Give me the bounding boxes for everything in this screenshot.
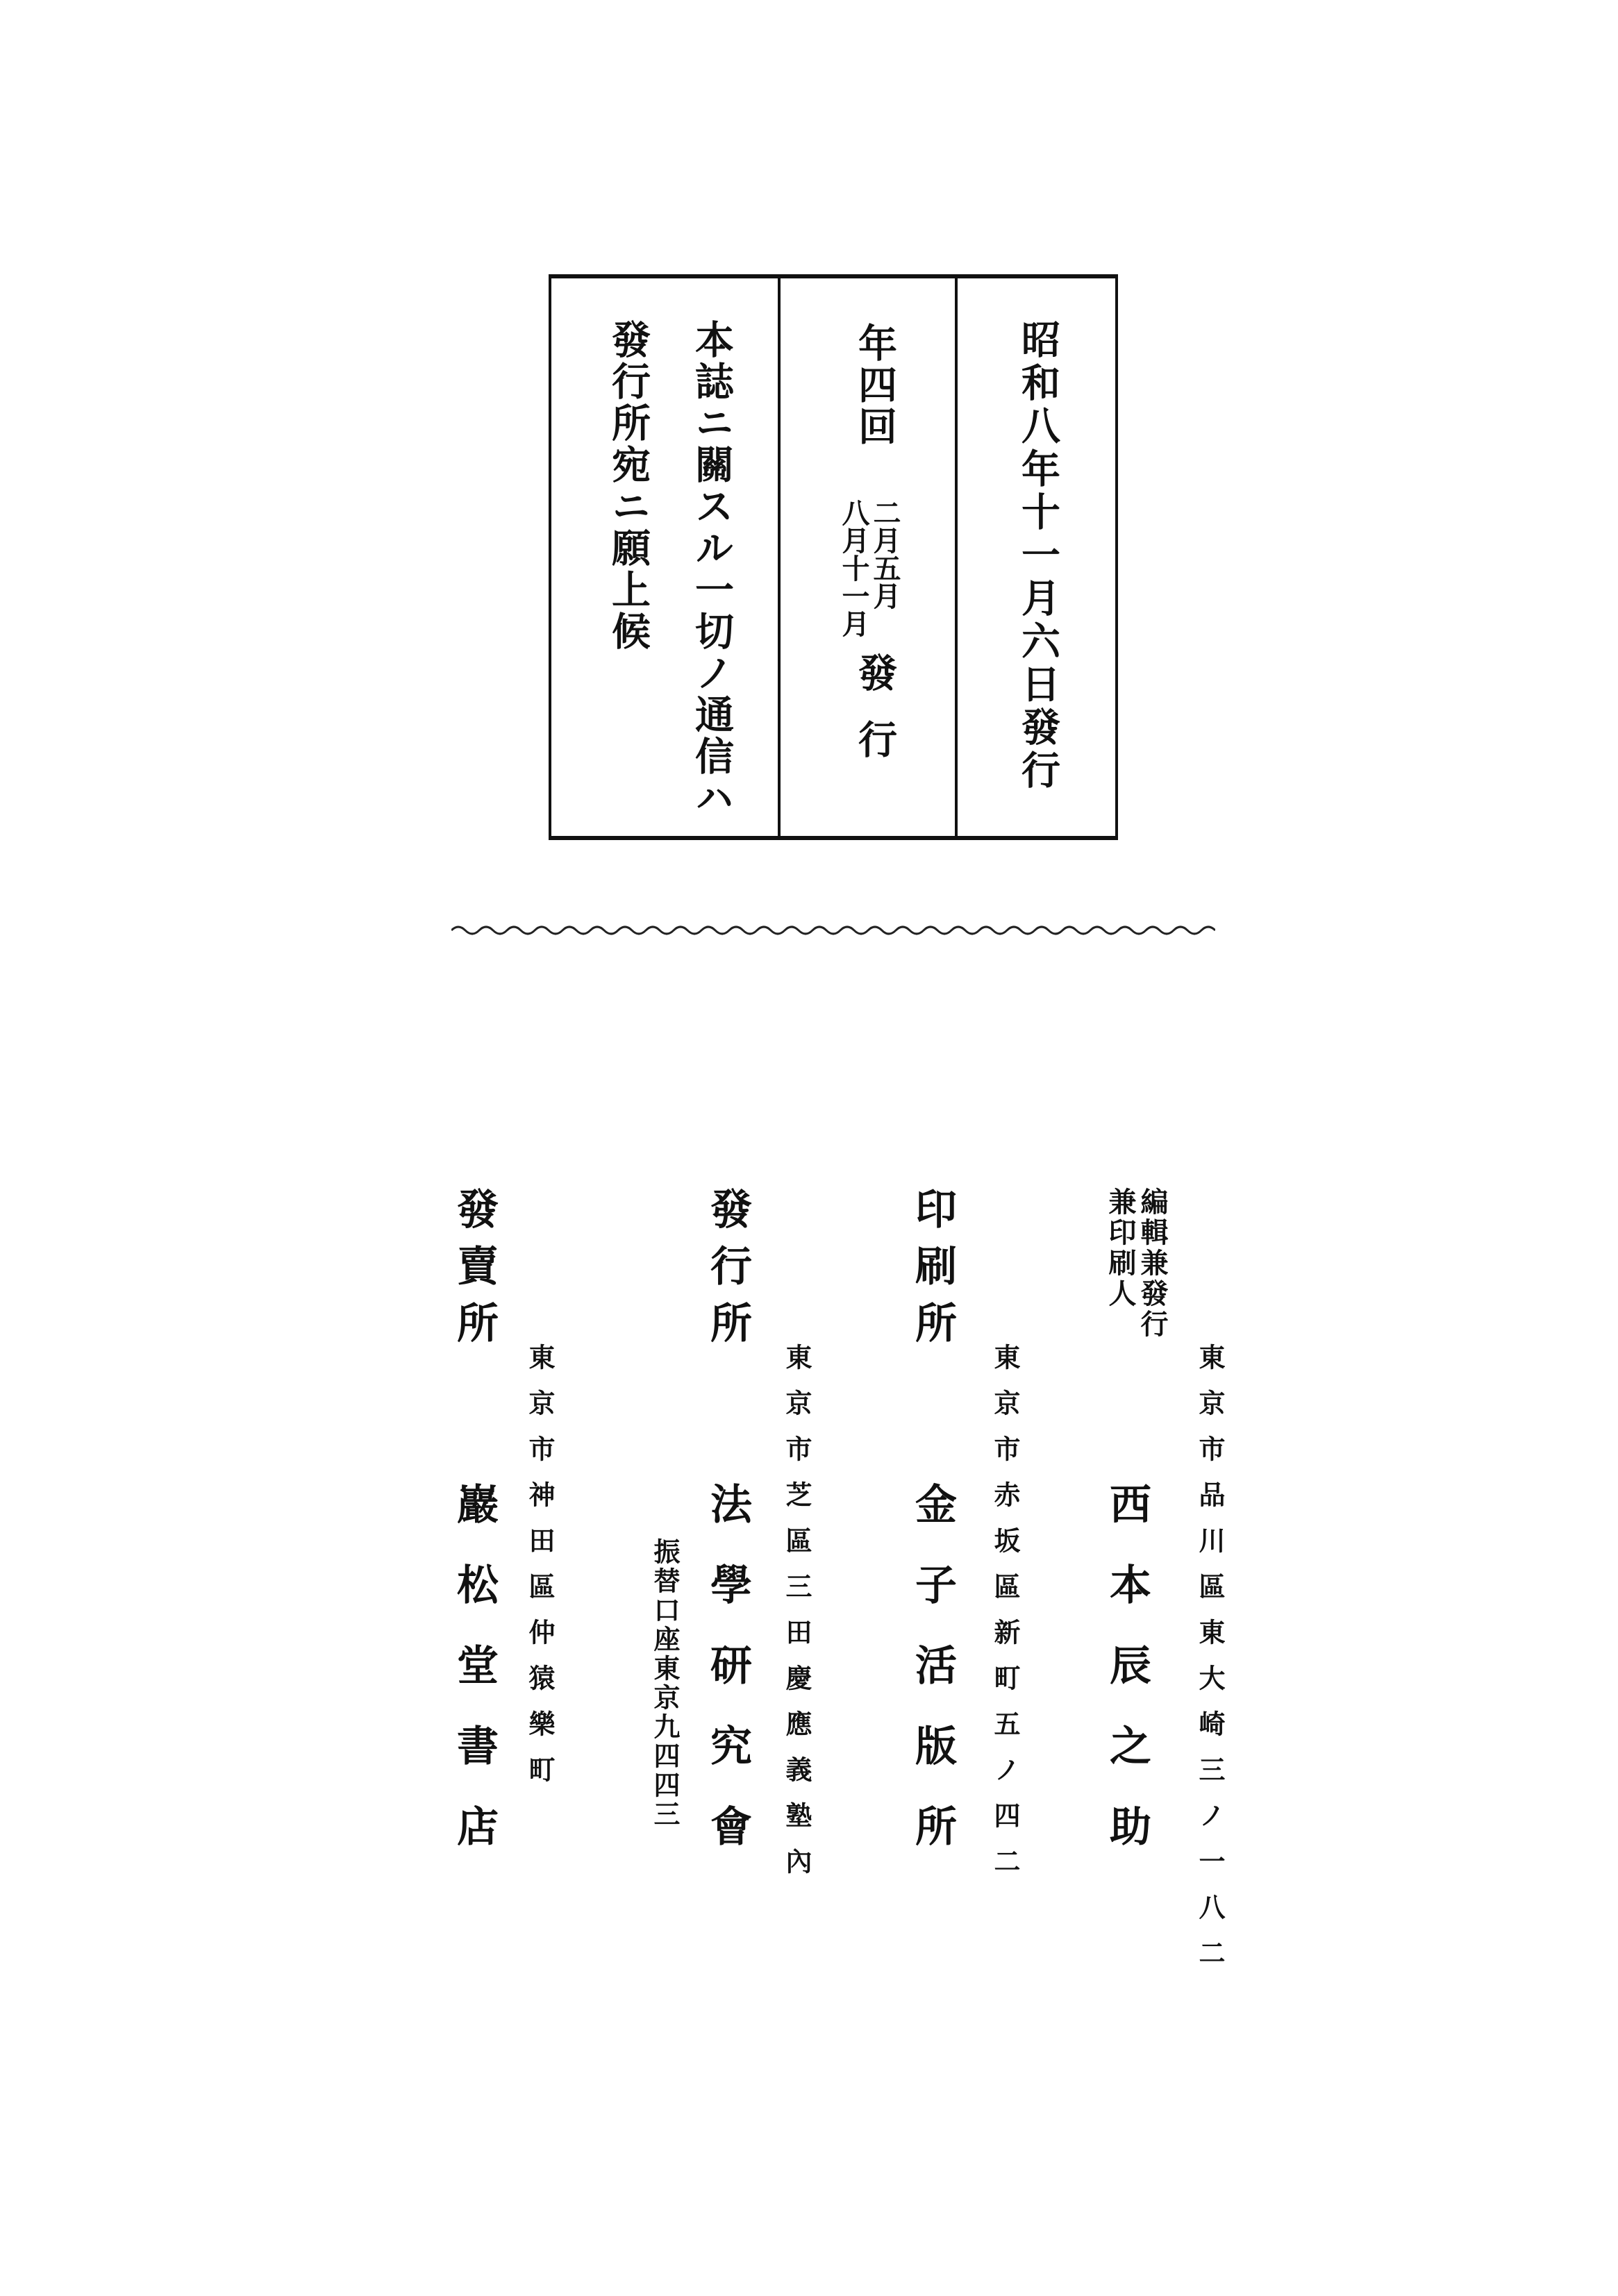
publisher-address: 東京市芝區三田慶應義塾內 (781, 1343, 812, 1893)
editor-address: 東京市品川區東大崎三ノ一八二 (1194, 1343, 1226, 1985)
contact-note-line-2: 發行所宛ニ願上候 (606, 319, 651, 653)
editor-role-line-1: 編輯兼發行 (1136, 1187, 1169, 1340)
notice-box-bottom-rule (549, 836, 1118, 840)
notice-box-divider-1 (778, 278, 781, 836)
notice-box-left-rule (549, 278, 551, 836)
notice-box-divider-2 (955, 278, 958, 836)
seller-name: 巖松堂書店 (450, 1482, 499, 1885)
publisher-transfer-account: 振替口座東京九四四三 (649, 1538, 681, 1829)
seller-role: 發賣所 (450, 1187, 499, 1358)
seller-address: 東京市神田區仲猿樂町 (524, 1343, 556, 1802)
notice-box-top-rule (549, 274, 1118, 278)
publication-frequency: 年四回 (852, 323, 898, 448)
publisher-name: 法學研究會 (703, 1482, 752, 1885)
editor-role (1104, 1187, 1168, 1340)
publication-months-1: 二月五月 (869, 498, 901, 610)
publication-issued: 發行 (852, 653, 898, 786)
issue-date: 昭和八年十一月六日發行 (1015, 319, 1061, 793)
contact-note-line-1: 本誌ニ關スル一切ノ通信ハ (689, 319, 735, 819)
editor-name: 西本辰之助 (1103, 1482, 1151, 1885)
editor-role-line-2: 兼印刷人 (1104, 1187, 1137, 1309)
notice-box-right-rule (1115, 278, 1118, 836)
wavy-divider (451, 920, 1215, 941)
printer-name: 金子活版所 (908, 1482, 957, 1885)
printer-address: 東京市赤坂區新町五ノ四二 (990, 1343, 1021, 1893)
publisher-role: 發行所 (703, 1187, 752, 1358)
publication-months-2: 八月十一月 (837, 498, 870, 637)
printer-role: 印刷所 (908, 1187, 957, 1358)
